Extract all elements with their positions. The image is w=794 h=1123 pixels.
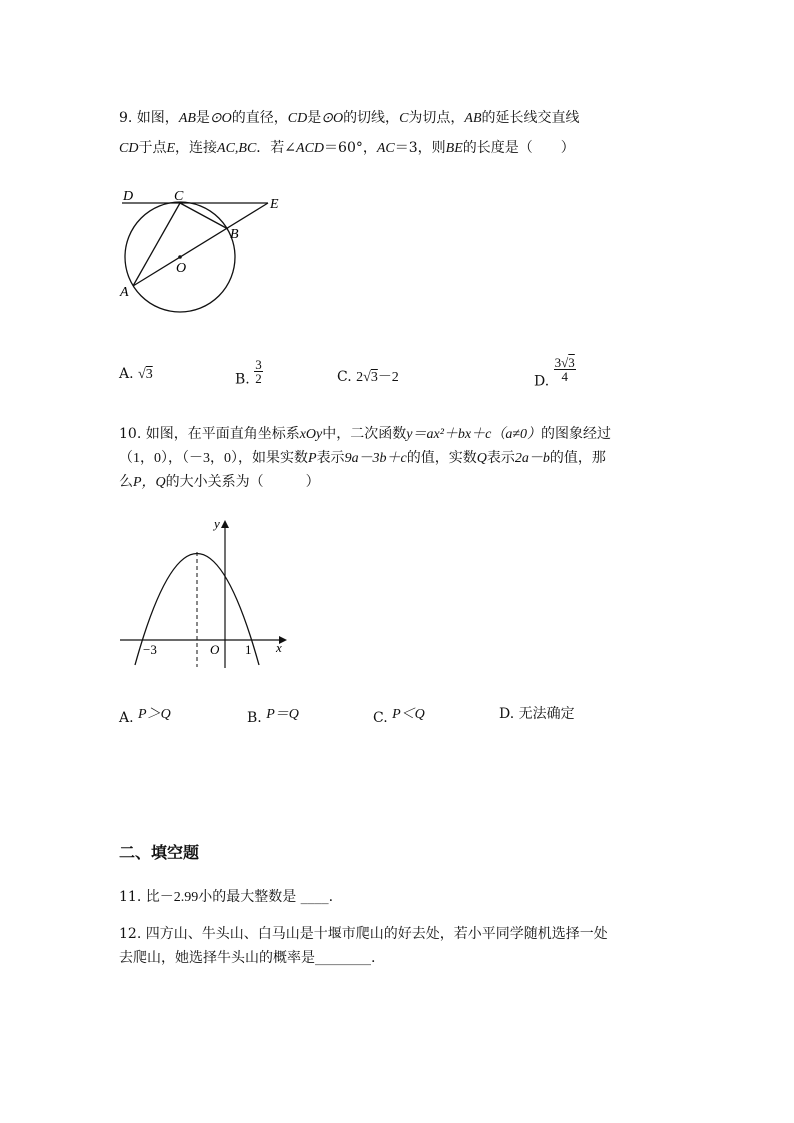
label-b: B bbox=[230, 227, 239, 242]
label-y: y bbox=[214, 516, 220, 531]
q10-option-d[interactable]: D. 无法确定 bbox=[499, 706, 575, 722]
q12-line2: 去爬山，她选择牛头山的概率是________. bbox=[119, 950, 376, 966]
q9-option-a[interactable]: A. √3 bbox=[119, 366, 153, 382]
q10-line3: 么P，Q的大小关系为（ ） bbox=[119, 474, 320, 490]
segment-ac bbox=[133, 203, 180, 286]
center-point bbox=[178, 255, 182, 259]
q10-option-c[interactable]: C. P＜Q bbox=[373, 707, 425, 726]
q12-line1: 12. 四方山、牛头山、白马山是十堰市爬山的好去处，若小平同学随机选择一处 bbox=[119, 926, 608, 942]
label-x: x bbox=[276, 640, 282, 655]
q9-option-d[interactable]: D. $\frac{3√3}{4}$ bbox=[534, 355, 575, 390]
q10-line1: 10. 如图，在平面直角坐标系xOy中，二次函数y＝ax²＋bx＋c（a≠0）的图象经过 bbox=[119, 426, 612, 442]
q10-parabola-figure bbox=[110, 512, 300, 672]
q9-circle-figure bbox=[110, 180, 300, 320]
y-axis-arrow bbox=[221, 520, 229, 528]
label-o: O bbox=[176, 261, 187, 276]
segment-ae bbox=[133, 203, 268, 286]
q10-line2: （1，0），（－3，0），如果实数P表示9a－3b＋c的值，实数Q表示2a－b的值，那 bbox=[119, 450, 606, 466]
label-origin: O bbox=[210, 642, 220, 657]
q10-option-b[interactable]: B. P＝Q bbox=[247, 707, 299, 726]
label-e: E bbox=[270, 197, 279, 212]
label-1: 1 bbox=[245, 642, 252, 657]
label-c: C bbox=[174, 189, 184, 204]
section-heading: 二、填空题 bbox=[119, 843, 200, 862]
q9-option-b[interactable]: B. $\frac{3}{2}$ bbox=[235, 357, 262, 388]
q9-option-c[interactable]: C. 2√3－2 bbox=[337, 369, 399, 385]
label-neg3: −3 bbox=[143, 642, 157, 657]
q9-line2: CD于点E，连接AC,BC．若∠ACD＝60°，AC＝3，则BE的长度是（ ） bbox=[119, 140, 575, 156]
label-d: D bbox=[123, 189, 134, 204]
q11-line: 11. 比－2.99小的最大整数是 ____. bbox=[119, 889, 334, 905]
label-a: A bbox=[120, 285, 129, 300]
q9-line1: 9. 如图，AB是⊙O的直径，CD是⊙O的切线，C为切点，AB的延长线交直线 bbox=[119, 110, 580, 126]
q10-option-a[interactable]: A. P＞Q bbox=[119, 707, 171, 726]
